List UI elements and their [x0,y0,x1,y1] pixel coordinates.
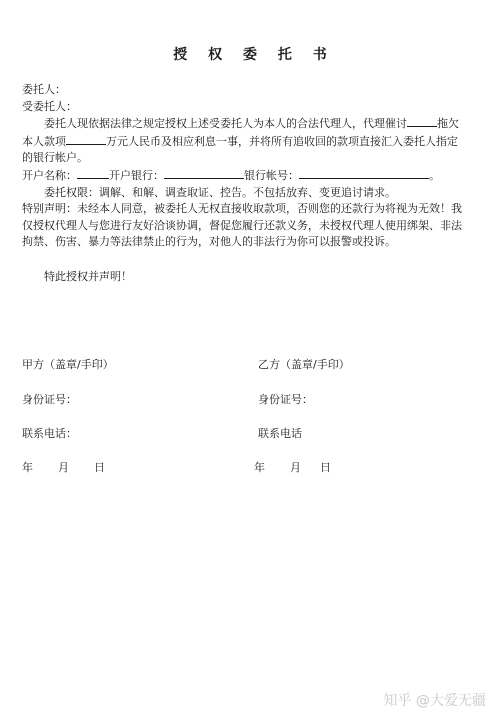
account-number-label: 银行帐号： [244,168,299,182]
party-a-date [22,459,105,475]
agent-label: 受委托人： [22,99,77,113]
closing-statement: 特此授权并声明！ [44,270,132,283]
party-b-year-label: 年 [254,461,265,474]
party-a-phone-label: 联系电话： [22,427,77,440]
party-a-year-label: 年 [22,461,33,474]
party-b-signature: 乙方（盖章/手印） [258,358,350,371]
amount-blank [66,133,106,145]
special-statement-line-3: 拘禁、伤害、暴力等法律禁止的行为，对他人的非法行为你可以报警或投诉。 [22,235,396,249]
authorization-text-1: 委托人现依据法律之规定授权上述受委托人为本人的合法代理人，代理催讨 [44,117,407,131]
bank-account-line [22,167,484,185]
account-end-mark: 。 [429,168,440,182]
document-body [22,82,484,251]
authorization-line-2 [22,133,484,151]
party-a-day-label: 日 [94,461,105,474]
authorization-text-2a: 本人款项 [22,134,66,148]
party-b-id-label: 身份证号： [258,393,313,406]
party-a-month-label: 月 [58,461,69,474]
party-a-id-label: 身份证号： [22,393,77,406]
account-bank-label: 开户银行： [109,168,164,182]
debtor-blank [407,115,437,127]
special-statement-line-1: 特别声明：未经本人同意，被委托人无权直接收取款项，否则您的还款行为将视为无效！我 [22,202,462,216]
party-b-phone-label: 联系电话 [258,427,302,440]
account-name-label: 开户名称： [22,168,77,182]
account-number-blank [299,167,429,179]
party-b-date [254,459,331,475]
authorization-line-1 [22,115,484,133]
watermark: 知乎 @大爱无疆 [383,693,486,709]
principal-label: 委托人： [22,83,66,96]
account-bank-blank [164,167,244,179]
document-title: 授 权 委 托 书 [173,47,335,63]
party-b-day-label: 日 [320,461,331,474]
authority-scope: 委托权限：调解、和解、调查取证、控告。不包括放弃、变更追讨请求。 [44,185,396,199]
party-a-signature: 甲方（盖章/手印） [22,358,114,371]
authorization-text-1-end: 拖欠 [437,117,459,131]
authorization-line-3: 的银行帐户。 [22,151,88,165]
account-name-blank [77,167,109,179]
party-b-month-label: 月 [290,461,301,474]
authorization-text-2b: 万元人民币及相应利息一事，并将所有追收回的款项直接汇入委托人指定 [106,134,458,148]
special-statement-line-2: 仅授权代理人与您进行友好洽谈协调，督促您履行还款义务，未授权代理人使用绑架、非法 [22,218,462,232]
